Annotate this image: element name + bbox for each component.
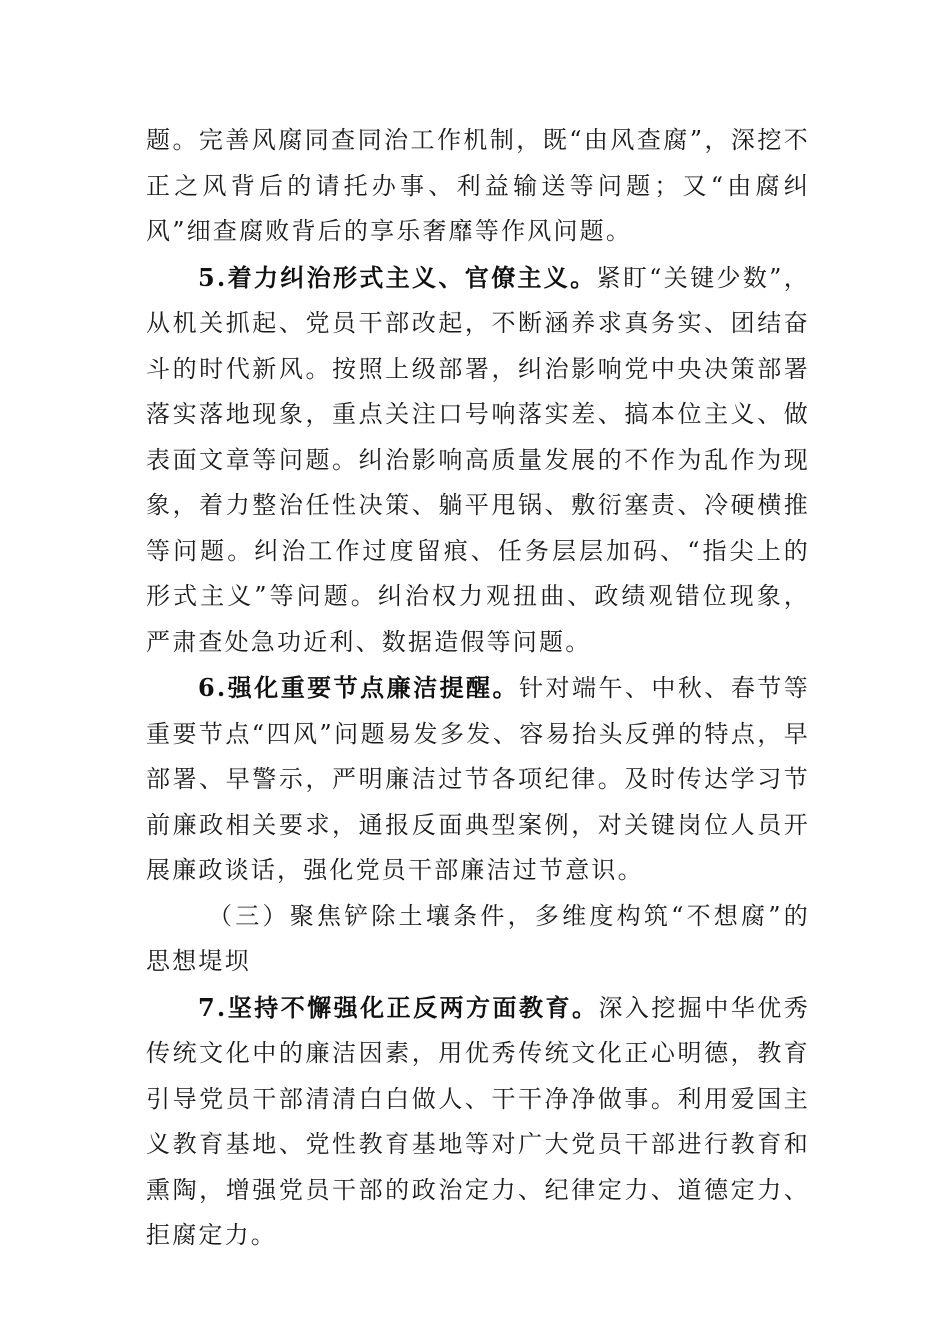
paragraph-text: 紧盯“关键少数”，从机关抓起、党员干部改起，不断涵养求真务实、团结奋斗的时代新风。按照上级部署，纠治影响党中央决策部署落实落地现象，重点关注口号响落实差、搞本位主义、做表面文章等问题。纠治影响高质量发展的不作为乱作为现象，着力整治任性决策、躺平甩锅、敷衍塞责、冷硬横推等问题。纠治工作过度留痕、任务层层加码、“指尖上的形式主义”等问题。纠治权力观扭曲、政绩观错位现象，严肃查处急功近利、数据造假等问题。 [146,263,810,656]
item-heading-7: 7.坚持不懈强化正反两方面教育。 [198,992,599,1022]
paragraph-item-6 [146,665,810,894]
item-heading-6: 6.强化重要节点廉洁提醒。 [198,673,520,702]
paragraph-item-7 [146,985,810,1259]
paragraph-text: 深入挖掘中华优秀传统文化中的廉洁因素，用优秀传统文化正心明德，教育引导党员干部清清白白做人、干干净净做事。利用爱国主义教育基地、党性教育基地等对广大党员干部进行教育和熏陶，增强党员干部的政治定力、纪律定力、道德定力、拒腐定力。 [146,993,810,1249]
item-heading-5: 5.着力纠治形式主义、官僚主义。 [198,262,597,292]
section-heading-text: （三）聚焦铲除土壤条件，多维度构筑“不想腐”的思想堤坝 [146,901,810,975]
paragraph-continuation [146,118,810,255]
paragraph-item-5 [146,255,810,666]
document-body [146,118,810,1259]
paragraph-text: 针对端午、中秋、春节等重要节点“四风”问题易发多发、容易抬头反弹的特点，早部署、早警示，严明廉洁过节各项纪律。及时传达学习节前廉政相关要求，通报反面典型案例，对关键岗位人员开展廉政谈话，强化党员干部廉洁过节意识。 [146,674,811,884]
section-heading-3 [146,894,810,985]
paragraph-text: 题。完善风腐同查同治工作机制，既“由风查腐”，深挖不正之风背后的请托办事、利益输送等问题；又“由腐纠风”细查腐败背后的享乐奢靡等作风问题。 [146,126,810,245]
